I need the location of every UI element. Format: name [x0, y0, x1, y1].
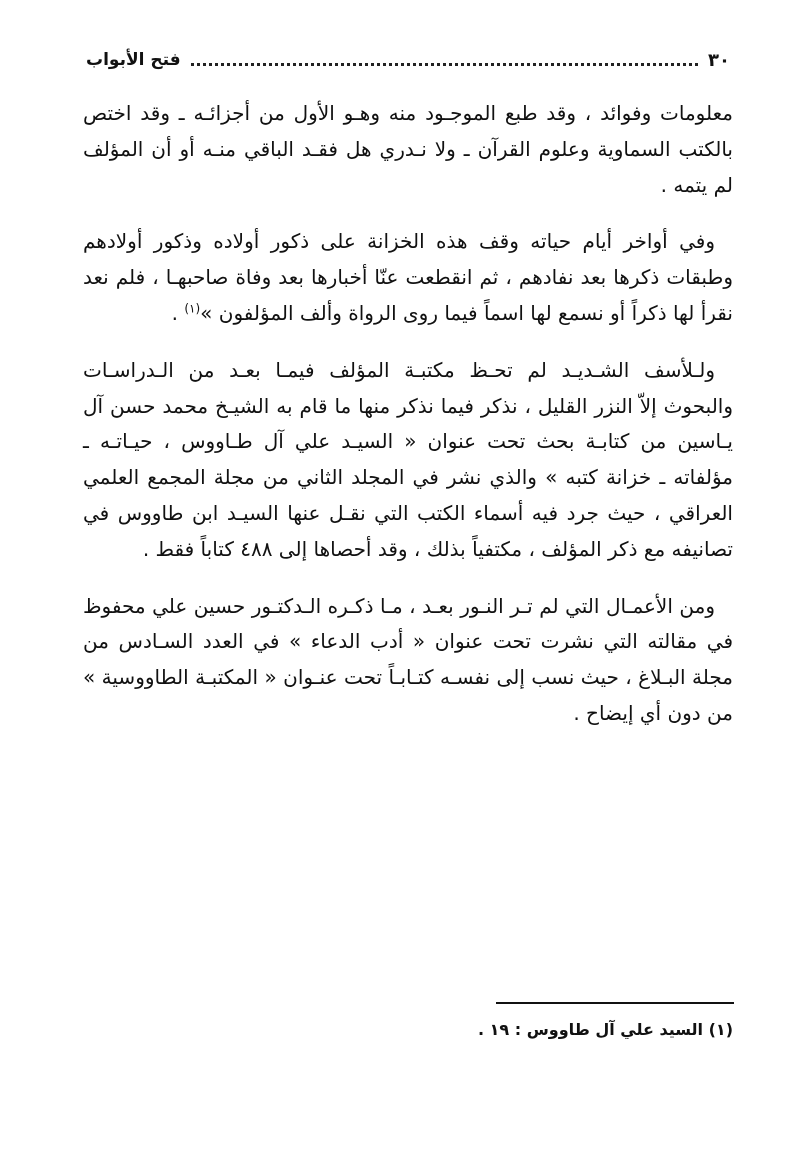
paragraph-1: معلومات وفوائد ، وقد طبع الموجـود منه وهـو الأول من أجزائـه ـ وقد اختص بالكتب السماوية وعلوم القرآن ـ ولا نـدري هل فقـد الباقي منـه أو أن المؤلف لم يتمه . [83, 101, 733, 197]
footnote: (١) السيد علي آل طاووس : ١٩ . [477, 1020, 733, 1039]
page-header [86, 40, 730, 80]
paragraph-2-text: وفي أواخر أيام حياته وقف هذه الخزانة على ذكور أولاده وذكور أولادهم وطبقات ذكرها بعد نفادهم ، ثم انقطعت عنّا أخبارها بعد وفاة صاحبهـا ، فلم نعد نقرأ لها ذكراً أو نسمع لها اسماً فيما روى الرواة وألف المؤلفون » [83, 229, 733, 325]
paragraph-3: ولـلأسف الشـديـد لم تحـظ مكتبـة المؤلف فيمـا بعـد من الـدراسـات والبحوث إلاّ النزر القليل ، نذكر فيما نذكر منها ما قام به الشيـخ محمد حسن آل يـاسين من كتابـة بحث تحت عنوان « السيـد علي آل طـاووس ، حيـاتـه ـ مؤلفاته ـ خزانة كتبه » والذي نشر في المجلد الثاني من مجلة المجمع العلمي العراقي ، حيث جرد فيه أسماء الكتب التي نقـل عنها السيـد ابن طاووس في تصانيفه مع ذكر المؤلف ، مكتفياً بذلك ، وقد أحصاها إلى ٤٨٨ كتاباً فقط . [83, 357, 733, 561]
footnote-reference: (١) [184, 301, 201, 316]
paragraph-4: ومن الأعمـال التي لم تـر النـور بعـد ، مـا ذكـره الـدكتـور حسين علي محفوظ في مقالته التي نشرت تحت عنوان « أدب الدعاء » في العدد السـادس من مجلة البـلاغ ، حيث نسب إلى نفسـه كتـابـاً تحت عنـوان « المكتبـة الطاووسية » من دون أي إيضاح . [83, 593, 733, 725]
body-text [83, 96, 733, 753]
paragraph-2-end: . [171, 300, 185, 325]
paragraph-2 [83, 224, 733, 331]
dotted-leader [191, 63, 698, 66]
footnote-separator [496, 1002, 734, 1004]
running-title: فتح الأبواب [86, 50, 181, 70]
page-number: ٣٠ [708, 49, 730, 71]
